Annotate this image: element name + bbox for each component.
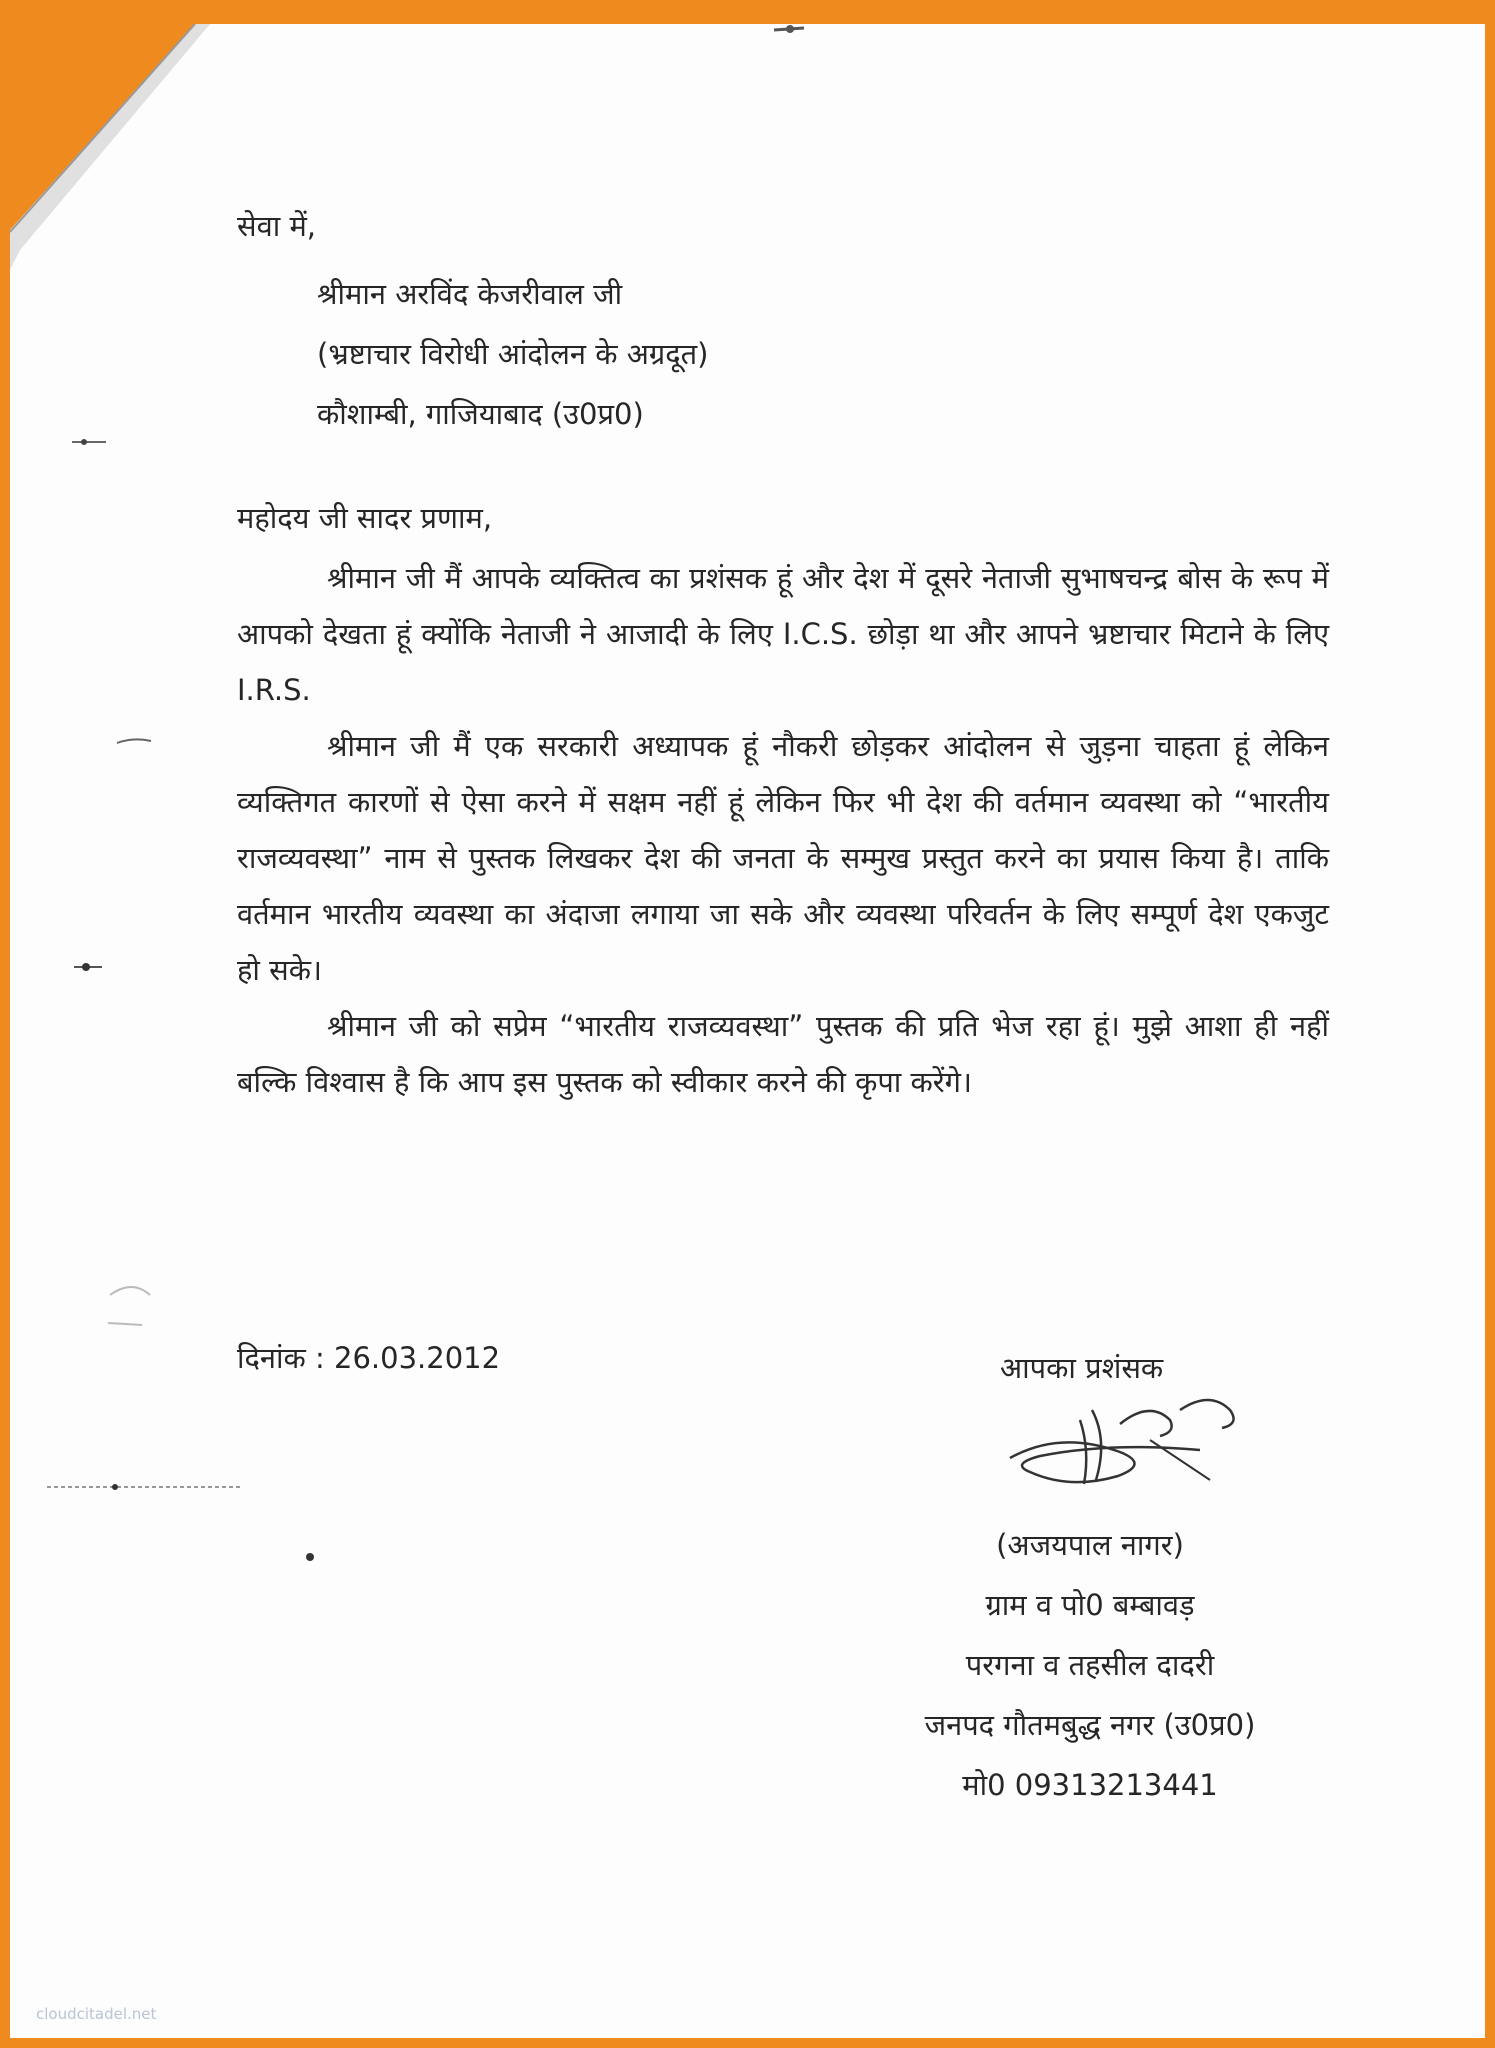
date-label: दिनांक :: [237, 1341, 325, 1375]
sender-tehsil: परगना व तहसील दादरी: [965, 1648, 1215, 1682]
sender-name: (अजयपाल नागर): [996, 1528, 1184, 1562]
paragraph-3: श्रीमान जी को सप्रेम “भारतीय राजव्यवस्था” पुस्तक की प्रति भेज रहा हूं। मुझे आशा ही नहीं बल्कि विश्वास है कि आप इस पुस्तक को स्वीकार करने की कृपा करेंगे।: [237, 1009, 1329, 1099]
recipient-designation: (भ्रष्टाचार विरोधी आंदोलन के अग्रदूत): [317, 337, 709, 371]
scan-mark-top: [770, 20, 810, 40]
salutation: सेवा में,: [237, 209, 317, 243]
scan-mark-left-1: [70, 435, 110, 449]
letter-body: [237, 550, 1329, 1110]
paragraph-2: श्रीमान जी मैं एक सरकारी अध्यापक हूं नौकरी छोड़कर आंदोलन से जुड़ना चाहता हूं लेकिन व्यक्तिगत कारणों से ऐसा करने में सक्षम नहीं हूं लेकिन फिर भी देश की वर्तमान व्यवस्था को “भारतीय राजव्यवस्था” नाम से पुस्तक लिखकर देश की जनता के सम्मुख प्रस्तुत करने का प्रयास किया है। ताकि वर्तमान भारतीय व्यवस्था का अंदाजा लगाया जा सके और व्यवस्था परिवर्तन के लिए सम्पूर्ण देश एकजुट हो सके।: [237, 729, 1329, 987]
scan-mark-left-3: [72, 960, 112, 974]
recipient-address: कौशाम्बी, गाजियाबाद (उ0प्र0): [317, 397, 644, 431]
greeting: महोदय जी सादर प्रणाम,: [237, 501, 493, 535]
sender-block: [850, 1515, 1330, 1815]
date-value: 26.03.2012: [334, 1341, 501, 1375]
handwritten-signature: [1000, 1380, 1260, 1510]
scan-mark-left-6: [300, 1550, 320, 1564]
sender-mobile: मो0 09313213441: [962, 1768, 1218, 1802]
date-line: [237, 1330, 500, 1386]
closing: आपका प्रशंसक: [1000, 1351, 1164, 1385]
scan-mark-left-5: [45, 1480, 245, 1494]
sender-district: जनपद गौतमबुद्ध नगर (उ0प्र0): [924, 1708, 1256, 1742]
watermark: cloudcitadel.net: [36, 2005, 157, 2023]
scanned-letter: [10, 10, 1485, 2038]
recipient-name: श्रीमान अरविंद केजरीवाल जी: [317, 277, 623, 311]
paragraph-1: श्रीमान जी मैं आपके व्यक्तित्व का प्रशंसक हूं और देश में दूसरे नेताजी सुभाषचन्द्र बोस के रूप में आपको देखता हूं क्योंकि नेताजी ने आजादी के लिए I.C.S. छोड़ा था और आपने भ्रष्टाचार मिटाने के लिए I.R.S.: [237, 561, 1329, 707]
sender-village: ग्राम व पो0 बम्बावड़: [985, 1588, 1195, 1622]
scan-mark-left-4: [102, 1275, 162, 1335]
scan-mark-left-2: [115, 735, 155, 749]
